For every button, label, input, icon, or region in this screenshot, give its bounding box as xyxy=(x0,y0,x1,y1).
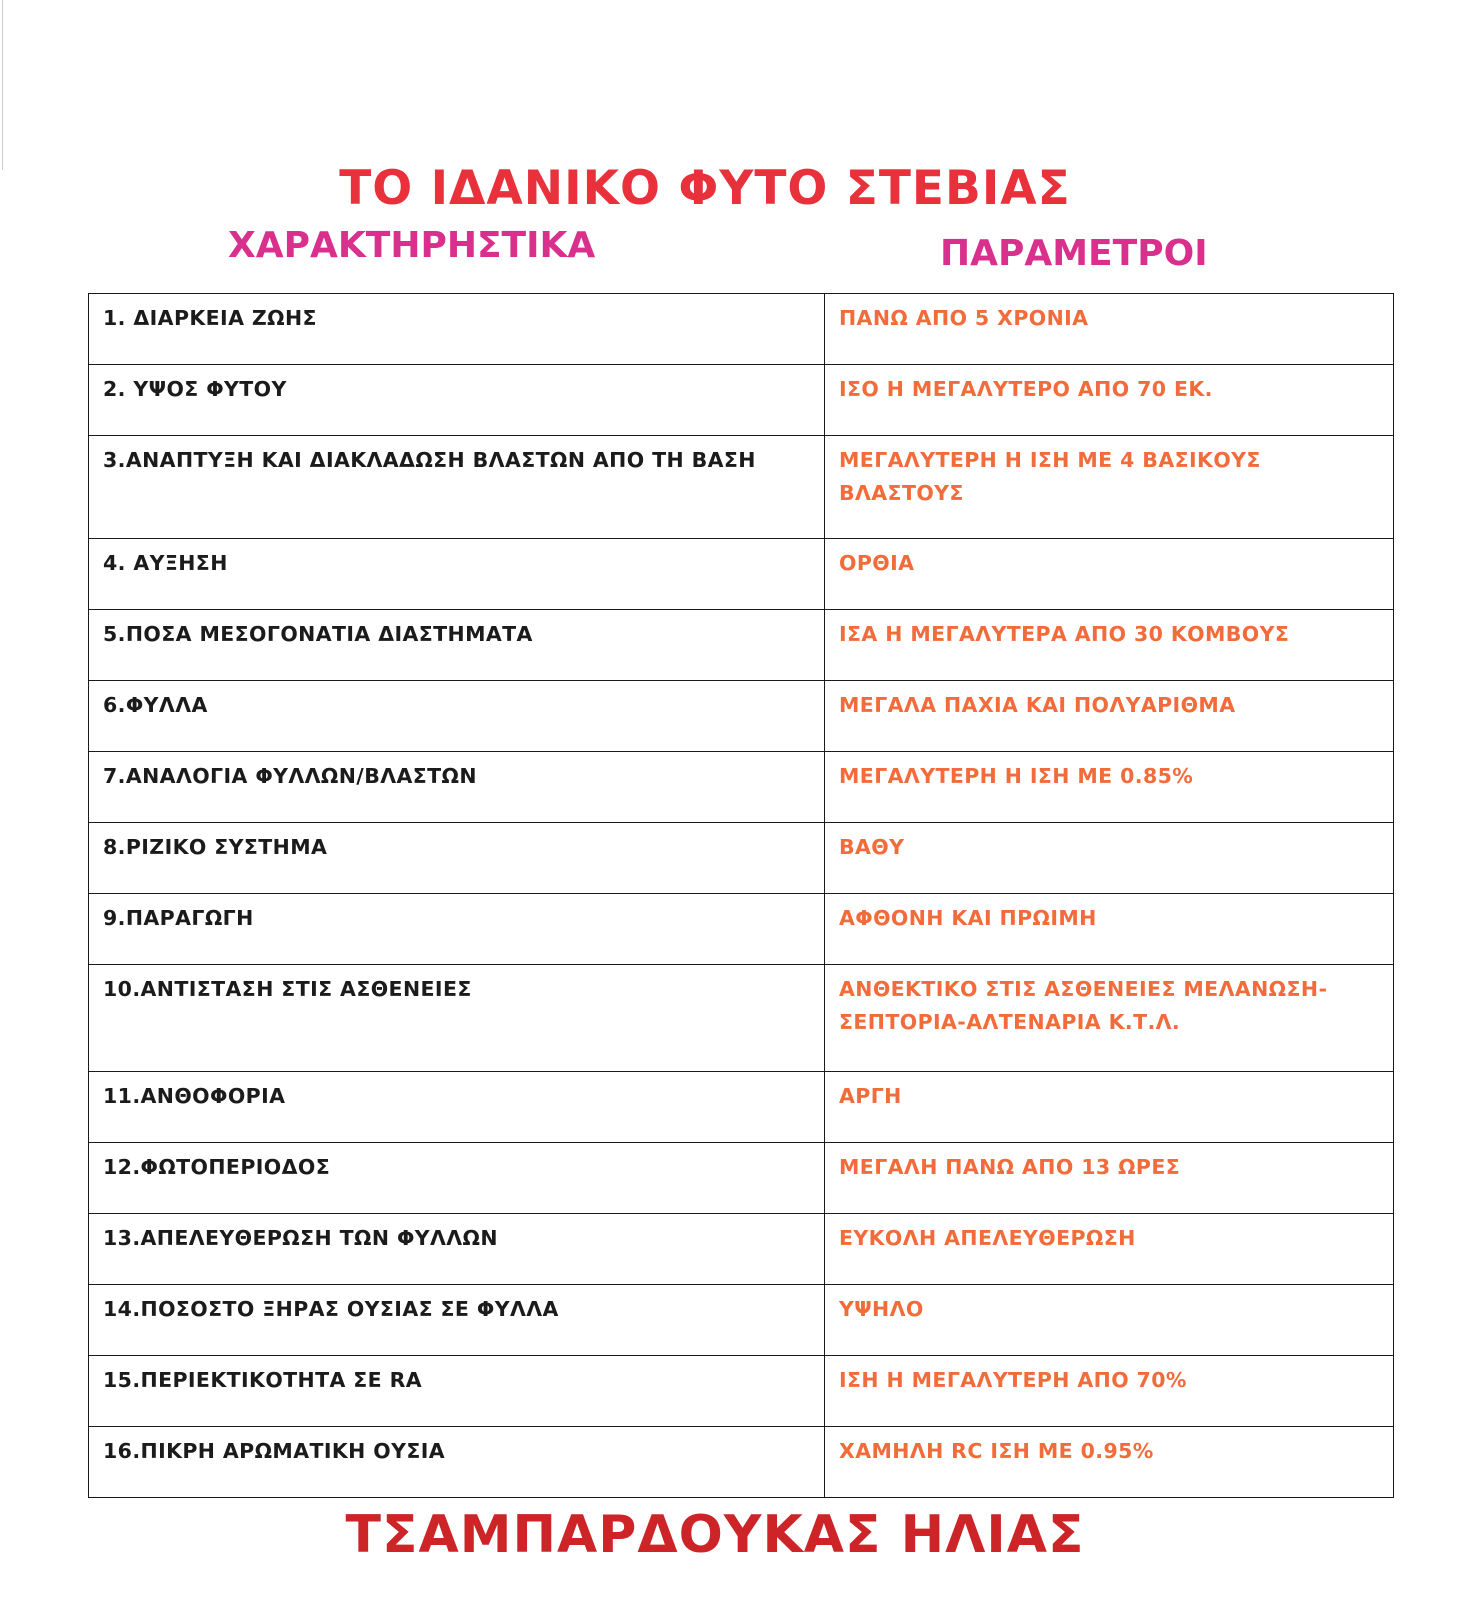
table-row xyxy=(89,965,1394,1072)
table-row xyxy=(89,1214,1394,1285)
feature-cell: 5.ΠΟΣΑ ΜΕΣΟΓΟΝΑΤΙΑ ΔΙΑΣΤΗΜΑΤΑ xyxy=(89,610,825,681)
feature-cell: 8.ΡΙΖΙΚΟ ΣΥΣΤΗΜΑ xyxy=(89,823,825,894)
feature-cell: 1. ΔΙΑΡΚΕΙΑ ΖΩΗΣ xyxy=(89,294,825,365)
value-cell: ΑΦΘΟΝΗ ΚΑΙ ΠΡΩΙΜΗ xyxy=(825,894,1394,965)
table-row xyxy=(89,294,1394,365)
value-cell: ΧΑΜΗΛΗ RC ΙΣΗ ΜΕ 0.95% xyxy=(825,1427,1394,1498)
feature-cell: 7.ΑΝΑΛΟΓΙΑ ΦΥΛΛΩΝ/ΒΛΑΣΤΩΝ xyxy=(89,752,825,823)
feature-cell: 9.ΠΑΡΑΓΩΓΗ xyxy=(89,894,825,965)
feature-cell: 3.ΑΝΑΠΤΥΞΗ ΚΑΙ ΔΙΑΚΛΑΔΩΣΗ ΒΛΑΣΤΩΝ ΑΠΟ ΤΗ ΒΑΣΗ xyxy=(89,436,825,539)
value-cell: ΙΣΑ Η ΜΕΓΑΛΥΤΕΡΑ ΑΠΟ 30 ΚΟΜΒΟΥΣ xyxy=(825,610,1394,681)
feature-cell: 4. ΑΥΞΗΣΗ xyxy=(89,539,825,610)
feature-cell: 12.ΦΩΤΟΠΕΡΙΟΔΟΣ xyxy=(89,1143,825,1214)
table-row xyxy=(89,1072,1394,1143)
feature-cell: 15.ΠΕΡΙΕΚΤΙΚΟΤΗΤΑ ΣΕ RA xyxy=(89,1356,825,1427)
table-row xyxy=(89,539,1394,610)
value-cell: ΟΡΘΙΑ xyxy=(825,539,1394,610)
value-cell: ΠΑΝΩ ΑΠΟ 5 ΧΡΟΝΙΑ xyxy=(825,294,1394,365)
value-cell: ΑΝΘΕΚΤΙΚΟ ΣΤΙΣ ΑΣΘΕΝΕΙΕΣ ΜΕΛΑΝΩΣΗ-ΣΕΠΤΟΡΙΑ-ΑΛΤΕΝΑΡΙΑ Κ.Τ.Λ. xyxy=(825,965,1394,1072)
table-row xyxy=(89,752,1394,823)
value-cell: ΥΨΗΛΟ xyxy=(825,1285,1394,1356)
value-cell: ΙΣΟ Η ΜΕΓΑΛΥΤΕΡΟ ΑΠΟ 70 ΕΚ. xyxy=(825,365,1394,436)
document-title: ΤΟ ΙΔΑΝΙΚΟ ΦΥΤΟ ΣΤΕΒΙΑΣ xyxy=(339,161,1071,217)
feature-cell: 14.ΠΟΣΟΣΤΟ ΞΗΡΑΣ ΟΥΣΙΑΣ ΣΕ ΦΥΛΛΑ xyxy=(89,1285,825,1356)
feature-cell: 10.ΑΝΤΙΣΤΑΣΗ ΣΤΙΣ ΑΣΘΕΝΕΙΕΣ xyxy=(89,965,825,1072)
feature-cell: 13.ΑΠΕΛΕΥΘΕΡΩΣΗ ΤΩΝ ΦΥΛΛΩΝ xyxy=(89,1214,825,1285)
value-cell: ΑΡΓΗ xyxy=(825,1072,1394,1143)
value-cell: ΜΕΓΑΛΥΤΕΡΗ Η ΙΣΗ ΜΕ 4 ΒΑΣΙΚΟΥΣ ΒΛΑΣΤΟΥΣ xyxy=(825,436,1394,539)
value-cell: ΜΕΓΑΛΑ ΠΑΧΙΑ ΚΑΙ ΠΟΛΥΑΡΙΘΜΑ xyxy=(825,681,1394,752)
feature-cell: 16.ΠΙΚΡΗ ΑΡΩΜΑΤΙΚΗ ΟΥΣΙΑ xyxy=(89,1427,825,1498)
value-cell: ΜΕΓΑΛΥΤΕΡΗ Η ΙΣΗ ΜΕ 0.85% xyxy=(825,752,1394,823)
table-row xyxy=(89,894,1394,965)
table-row xyxy=(89,1427,1394,1498)
scan-edge-line xyxy=(2,0,3,170)
parameters-header: ΠΑΡΑΜΕΤΡΟΙ xyxy=(940,233,1208,274)
table-row xyxy=(89,1285,1394,1356)
table-row xyxy=(89,1356,1394,1427)
value-cell: ΒΑΘΥ xyxy=(825,823,1394,894)
feature-cell: 6.ΦΥΛΛΑ xyxy=(89,681,825,752)
table-row xyxy=(89,610,1394,681)
table-row xyxy=(89,365,1394,436)
table-row xyxy=(89,681,1394,752)
characteristics-header: ΧΑΡΑΚΤΗΡΗΣΤΙΚΑ xyxy=(228,225,596,266)
table-row xyxy=(89,436,1394,539)
feature-cell: 11.ΑΝΘΟΦΟΡΙΑ xyxy=(89,1072,825,1143)
value-cell: ΜΕΓΑΛΗ ΠΑΝΩ ΑΠΟ 13 ΩΡΕΣ xyxy=(825,1143,1394,1214)
feature-cell: 2. ΥΨΟΣ ΦΥΤΟΥ xyxy=(89,365,825,436)
stevia-parameters-table xyxy=(88,293,1394,1498)
author-name: ΤΣΑΜΠΑΡΔΟΥΚΑΣ ΗΛΙΑΣ xyxy=(345,1505,1085,1565)
table-row xyxy=(89,823,1394,894)
table-row xyxy=(89,1143,1394,1214)
value-cell: ΕΥΚΟΛΗ ΑΠΕΛΕΥΘΕΡΩΣΗ xyxy=(825,1214,1394,1285)
value-cell: ΙΣΗ Η ΜΕΓΑΛΥΤΕΡΗ ΑΠΟ 70% xyxy=(825,1356,1394,1427)
